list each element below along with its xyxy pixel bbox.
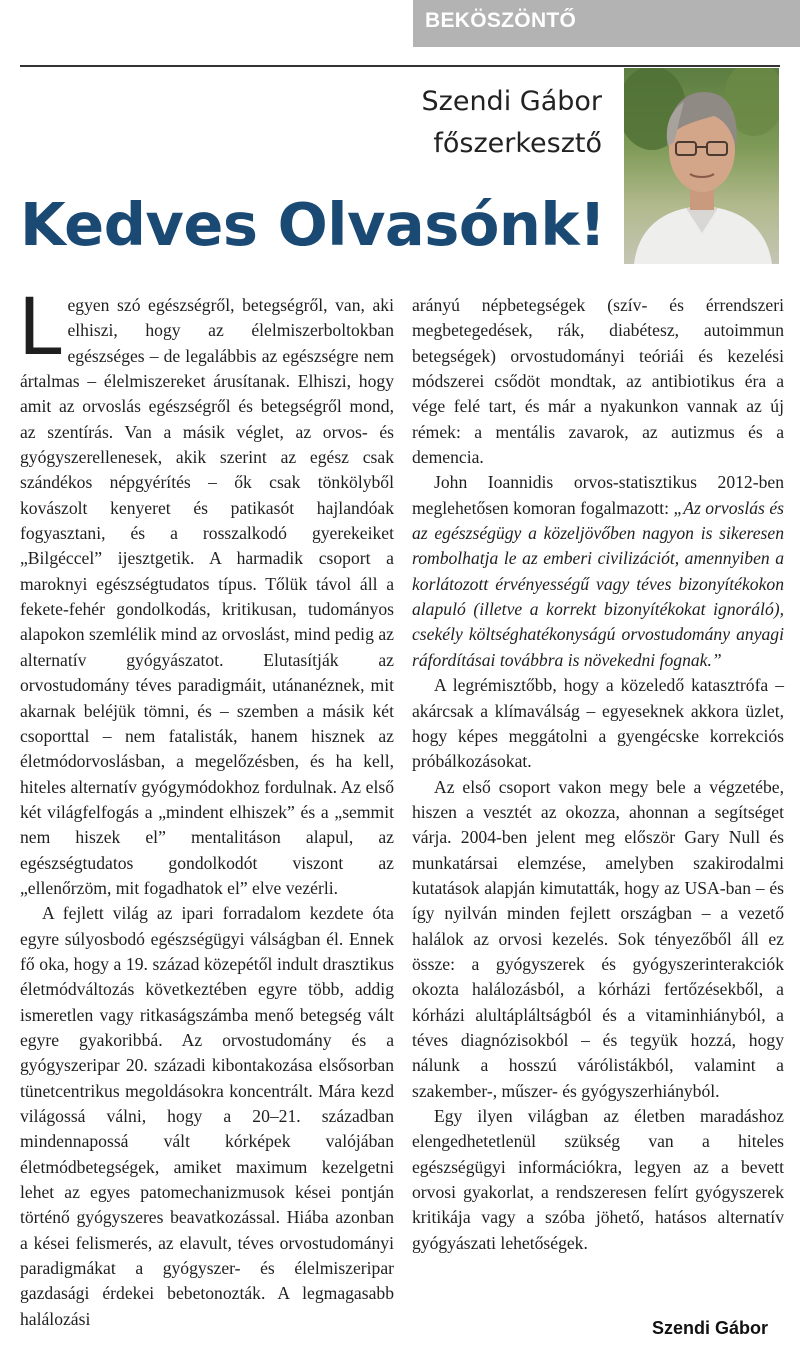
paragraph: arányú népbetegségek (szív- és érrendszeri megbetegedések, rák, diabétesz, autoimmun betegségek) orvostudományi teóriái és kezelési módszerei csődöt mondtak, az antibiotikus éra a vége felé tart, és már a nyakunkon vannak az új rémek: a mentális zavarok, az autizmus és a demencia. bbox=[412, 295, 784, 468]
author-role: főszerkesztő bbox=[433, 128, 602, 159]
signature: Szendi Gábor bbox=[651, 1318, 768, 1338]
article-title: Kedves Olvasónk! bbox=[20, 190, 606, 259]
paragraph: A legrémisztőbb, hogy a közeledő katasztrófa – akárcsak a klímaválság – egyeseknek akkora üzlet, hogy képes meggátolni a gyengécske korrekciós próbálkozásokat. bbox=[412, 675, 784, 772]
quote-intro: John Ioannidis orvos-statisztikus 2012-ben meglehetősen komoran fogalmazott: bbox=[412, 472, 784, 518]
paragraph: Az első csoport vakon megy bele a végzetébe, hiszen a vesztét az okozza, ahonnan a segítséget várja. 2004-ben jelent meg először Gary Null és munkatársai elemzése, amelyben szakirodalmi kutatások alapján kimutatták, hogy az USA-ban – és így nyilván minden fejlett országban – a vezető halálok az orvosi kezelés. Sok tényezőből áll ez össze: a gyógyszerek és gyógyszerinterakciók okozta halálozásból, a kórházi fertőzésekből, a kórházi alultápláltságból és a vitaminhiányból, a téves diagnózisokból – és tegyük hozzá, hogy nálunk a hosszú várólistákból, valamint a szakember-, műszer- és gyógyszerhiányból. bbox=[412, 776, 784, 1101]
paragraph: Egy ilyen világban az életben maradáshoz elengedhetetlenül szükség van a hiteles egészségügyi információkra, legyen az a bevett orvosi gyakorlat, a rendszeresen felírt gyógyszerek kritikája vagy a szóba jöhető, hatásos alternatív gyógyászati lehetőségek. bbox=[412, 1106, 784, 1253]
author-name: Szendi Gábor bbox=[421, 86, 602, 117]
paragraph-quote bbox=[412, 470, 784, 673]
left-column bbox=[18, 283, 394, 1332]
paragraph: A fejlett világ az ipari forradalom kezdete óta egyre súlyosbodó egészségügyi válságban él. Ennek fő oka, hogy a 19. század közepétől indult drasztikus életmódváltozás következtében egyre több, addig ismeretlen vagy ritkaságszámba menő betegség vált egyre gyakoribbá. Az orvostudomány és a gyógyszeripar 20. századi kibontakozása elsősorban tünetcentrikus megoldásokra koncentrált. Mára kezd világossá válni, hogy a 20–21. században mindennapossá vált kórképek valójában életmódbetegségek, amiket maximum kezelgetni lehet az egyes patomechanizmusok kései pontján történő gyógyszeres beavatkozással. Hiába azonban a kései felismerés, az elavult, téves orvostudományi paradigmákat a gyógyszer- és élelmiszeripar gazdasági érdekei bebetonozták. A legmagasabb halálozási bbox=[20, 903, 394, 1329]
drop-cap: L bbox=[18, 283, 62, 373]
paragraph-text: egyen szó egészségről, betegségről, van, aki elhiszi, hogy az élelmiszerboltokban egészséges – de legalábbis az egészségre nem ártalmas – élelmiszereket árusítanak. Elhiszi, hogy amit az orvoslás egészségről és betegségről mond, az szentírás. Van a másik véglet, az orvos- és gyógyszerellenesek, akik szerint az egész csak szándékos népgyérítés – ők csak tönkölyből kovászolt kenyeret és patikasót hajlandóak fogyasztani, és a rosszalkodó gyerekeiket „Bilgéccel” ijesztgetik. A harmadik csoport a maroknyi egészségtudatos típus. Tőlük távol áll a fekete-fehér gondolkodás, kritikusan, tudományos alapokon szemlélik mind az orvoslást, mind pedig az alternatív gyógyászatot. Elutasítják az orvostudomány téves paradigmáit, utánanéznek, mit akarnak beléjük tömni, és – szemben a másik két csoporttal – nem fatalisták, hanem hisznek az életmódorvoslásban, a megelőzésben, és ha kell, hiteles alternatív gyógymódokhoz fordulnak. Az első két világfelfogás a „mindent elhiszek” és a „semmit nem hiszek el” mentalitáson alapul, az egészségtudatos gondolkodót viszont az „ellenőrzöm, mit fogadhatok el” elve vezérli. bbox=[20, 295, 394, 898]
right-column bbox=[412, 293, 784, 1256]
paragraph bbox=[18, 283, 394, 901]
header-rule bbox=[20, 65, 780, 67]
author-photo bbox=[624, 68, 779, 264]
section-label: BEKÖSZÖNTŐ bbox=[425, 9, 577, 32]
quote-text: „Az orvoslás és az egészségügy a közeljövőben nagyon is sikeresen rombolhatja le az emberi civilizációt, amennyiben a korlátozott érvényességű vagy téves bizonyítékokon alapuló (illetve a korrekt bizonyítékokat ignoráló), csekély költséghatékonyságú orvostudomány anyagi ráfordításai továbbra is növekedni fognak.” bbox=[412, 497, 784, 670]
section-tab bbox=[413, 0, 800, 47]
